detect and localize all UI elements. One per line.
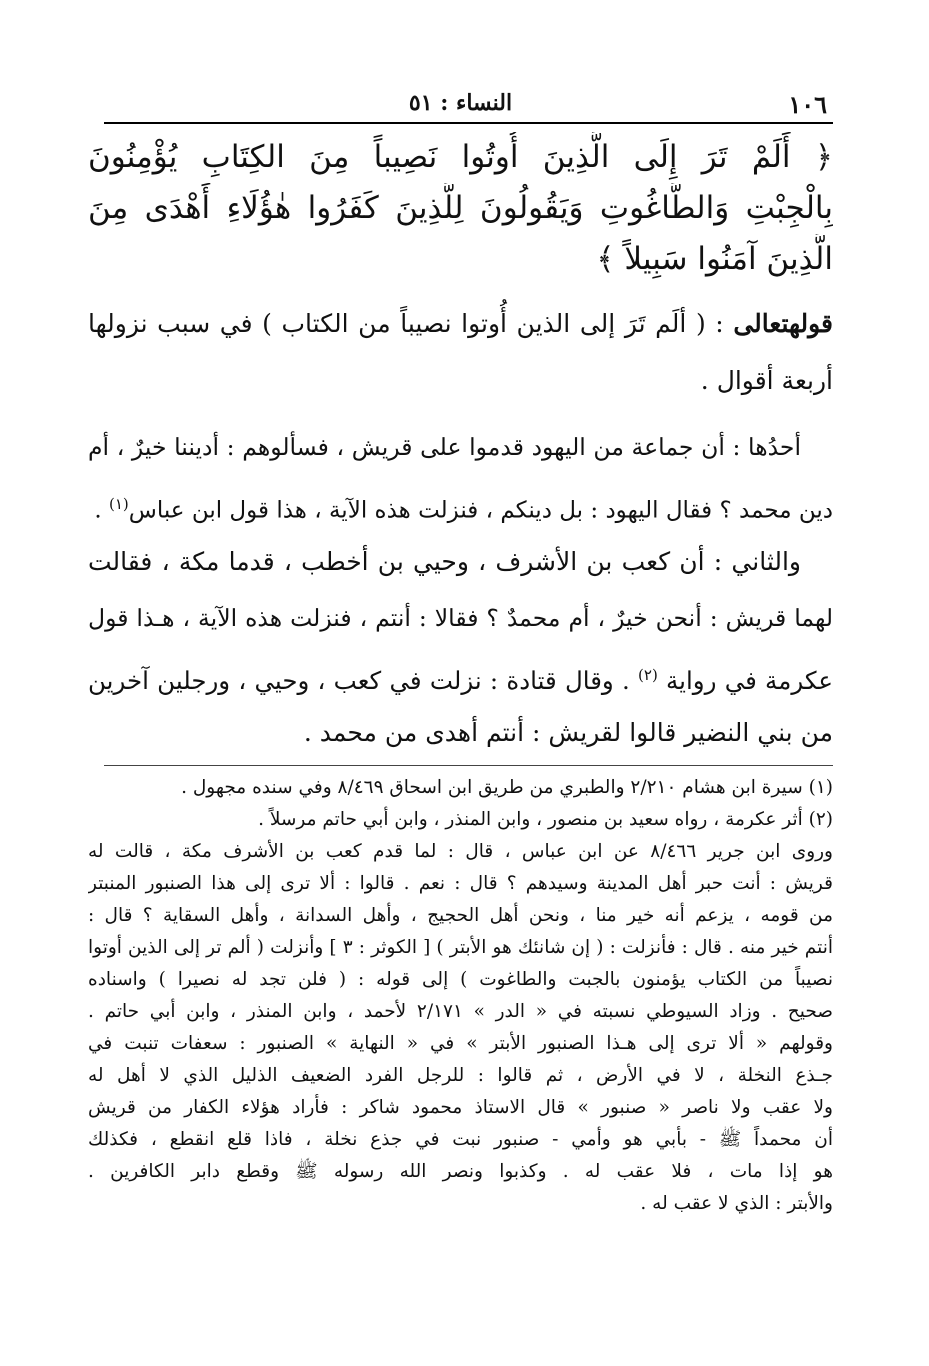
footnote-line: (٢) أثر عكرمة ، رواه سعيد بن منصور ، وابن المنذر ، وابن أبي حاتم مرسلاً . bbox=[258, 809, 833, 830]
footnotes bbox=[88, 772, 833, 1220]
commentary-text: عكرمة في رواية bbox=[666, 666, 833, 696]
footnote-line: من قومه ، يزعم أنه خير منا ، ونحن أهل الحجيج ، وأهل السدانة ، وأهل السقاية ؟ قال : bbox=[88, 905, 833, 926]
commentary-text: دين محمد ؟ فقال اليهود : بل دينكم ، فنزلت هذه الآية ، هذا قول ابن عباس bbox=[128, 497, 833, 524]
commentary bbox=[88, 295, 833, 761]
commentary-line: من بني النضير قالوا لقريش : أنتم أهدى من محمد . bbox=[303, 718, 833, 747]
footnote-line: هو إذا مات ، فلا عقب له . وكذبوا ونصر الله رسوله ﷺ وقطع دابر الكافرين . bbox=[88, 1161, 833, 1182]
commentary-text: . bbox=[94, 497, 102, 524]
footnote-line: جـذع النخلة ، لا في الأرض ، ثم قالوا : للرجل الفرد الضعيف الذليل الذي لا أهل له bbox=[88, 1065, 833, 1086]
verse-line: ﴿ أَلَمْ تَرَ إِلَى الَّذِينَ أُوتُوا نَصِيباً مِنَ الكِتَابِ يُؤْمِنُونَ bbox=[88, 139, 833, 175]
footnote-line: أن محمداً ﷺ - بأبي هو وأمي - صنبور نبت في جذع نخلة ، فاذا قلع انقطع ، فكذلك bbox=[88, 1129, 833, 1150]
commentary-line bbox=[88, 647, 833, 704]
book-page bbox=[88, 86, 833, 1220]
footnote-line: وروى ابن جرير ٨/٤٦٦ عن ابن عباس ، قال : لما قدم كعب بن الأشرف مكة ، قالت له bbox=[88, 841, 833, 862]
commentary-line bbox=[88, 476, 833, 533]
header-rule bbox=[104, 122, 833, 124]
verse-line: الَّذِينَ آمَنُوا سَبِيلاً ﴾ bbox=[596, 241, 833, 277]
commentary-lead: قولهتعالى bbox=[733, 309, 833, 338]
commentary-line: لهما قريش : أنحن خيرٌ ، أم محمدٌ ؟ فقالا : أنتم ، فنزلت هذه الآية ، هـذا قول bbox=[88, 604, 833, 632]
commentary-line: أحدُها : أن جماعة من اليهود قدموا على قريش ، فسألوهم : أديننا خيرٌ ، أم bbox=[88, 433, 801, 461]
footnote-line: ولا عقب ولا ناصر « صنبور » قال الاستاذ محمود شاكر : فأراد هؤلاء الكفار من قريش bbox=[88, 1097, 833, 1118]
commentary-line bbox=[88, 295, 833, 352]
footnote-line: (١) سيرة ابن هشام ٢/٢١٠ والطبري من طريق ابن اسحاق ٨/٤٦٩ وفي سنده مجهول . bbox=[181, 777, 833, 798]
commentary-line: أربعة أقوال . bbox=[700, 366, 833, 395]
commentary-text: : ( ألَم تَرَ إلى الذين أُوتوا نصيباً من الكتاب ) في سبب نزولها bbox=[88, 309, 724, 338]
commentary-text: . وقال قتادة : نزلت في كعب ، وحيي ، ورجلين آخرين bbox=[88, 666, 630, 696]
footnote-ref-2: (٢) bbox=[638, 666, 658, 684]
footnote-ref-1: (١) bbox=[108, 495, 129, 513]
footnote-rule bbox=[104, 765, 833, 766]
page-number: ١٠٦ bbox=[788, 90, 827, 119]
verse-line: بِالْجِبْتِ وَالطَّاغُوتِ وَيَقُولُونَ لِلَّذِينَ كَفَرُوا هٰؤُلَاءِ أَهْدَى مِنَ bbox=[88, 190, 833, 226]
footnote-line: أنتم خير منه . قال : فأنزلت : ( إن شانئك هو الأبتر ) [ الكوثر : ٣ ] وأنزلت ( ألم تر إلى الذين أوتوا bbox=[88, 937, 833, 958]
footnote-line: صحيح . وزاد السيوطي نسبته في « الدر » ٢/١٧١ لأحمد ، وابن المنذر ، وابن أبي حاتم . bbox=[88, 1001, 833, 1022]
surah-reference: النساء : ٥١ bbox=[408, 90, 513, 116]
running-header bbox=[88, 86, 833, 122]
footnote-line: نصيباً من الكتاب يؤمنون بالجبت والطاغوت ) إلى قوله : ( فلن تجد له نصيرا ) واسناده bbox=[88, 969, 833, 990]
footnote-line: وقولهم « ألا ترى إلى هـذا الصنبور الأبتر » في « النهاية » الصنبور : سعفات تنبت في bbox=[88, 1033, 833, 1054]
commentary-line: والثاني : أن كعب بن الأشرف ، وحيي بن أخطب ، قدما مكة ، فقالت bbox=[88, 547, 801, 576]
quran-verse bbox=[88, 132, 833, 285]
footnote-line: والأبتر : الذي لا عقب له . bbox=[640, 1193, 833, 1214]
footnote-line: قريش : أنت حبر أهل المدينة وسيدهم ؟ قال : نعم . قالوا : ألا ترى إلى هذا الصنبور المنبتر bbox=[88, 873, 833, 894]
